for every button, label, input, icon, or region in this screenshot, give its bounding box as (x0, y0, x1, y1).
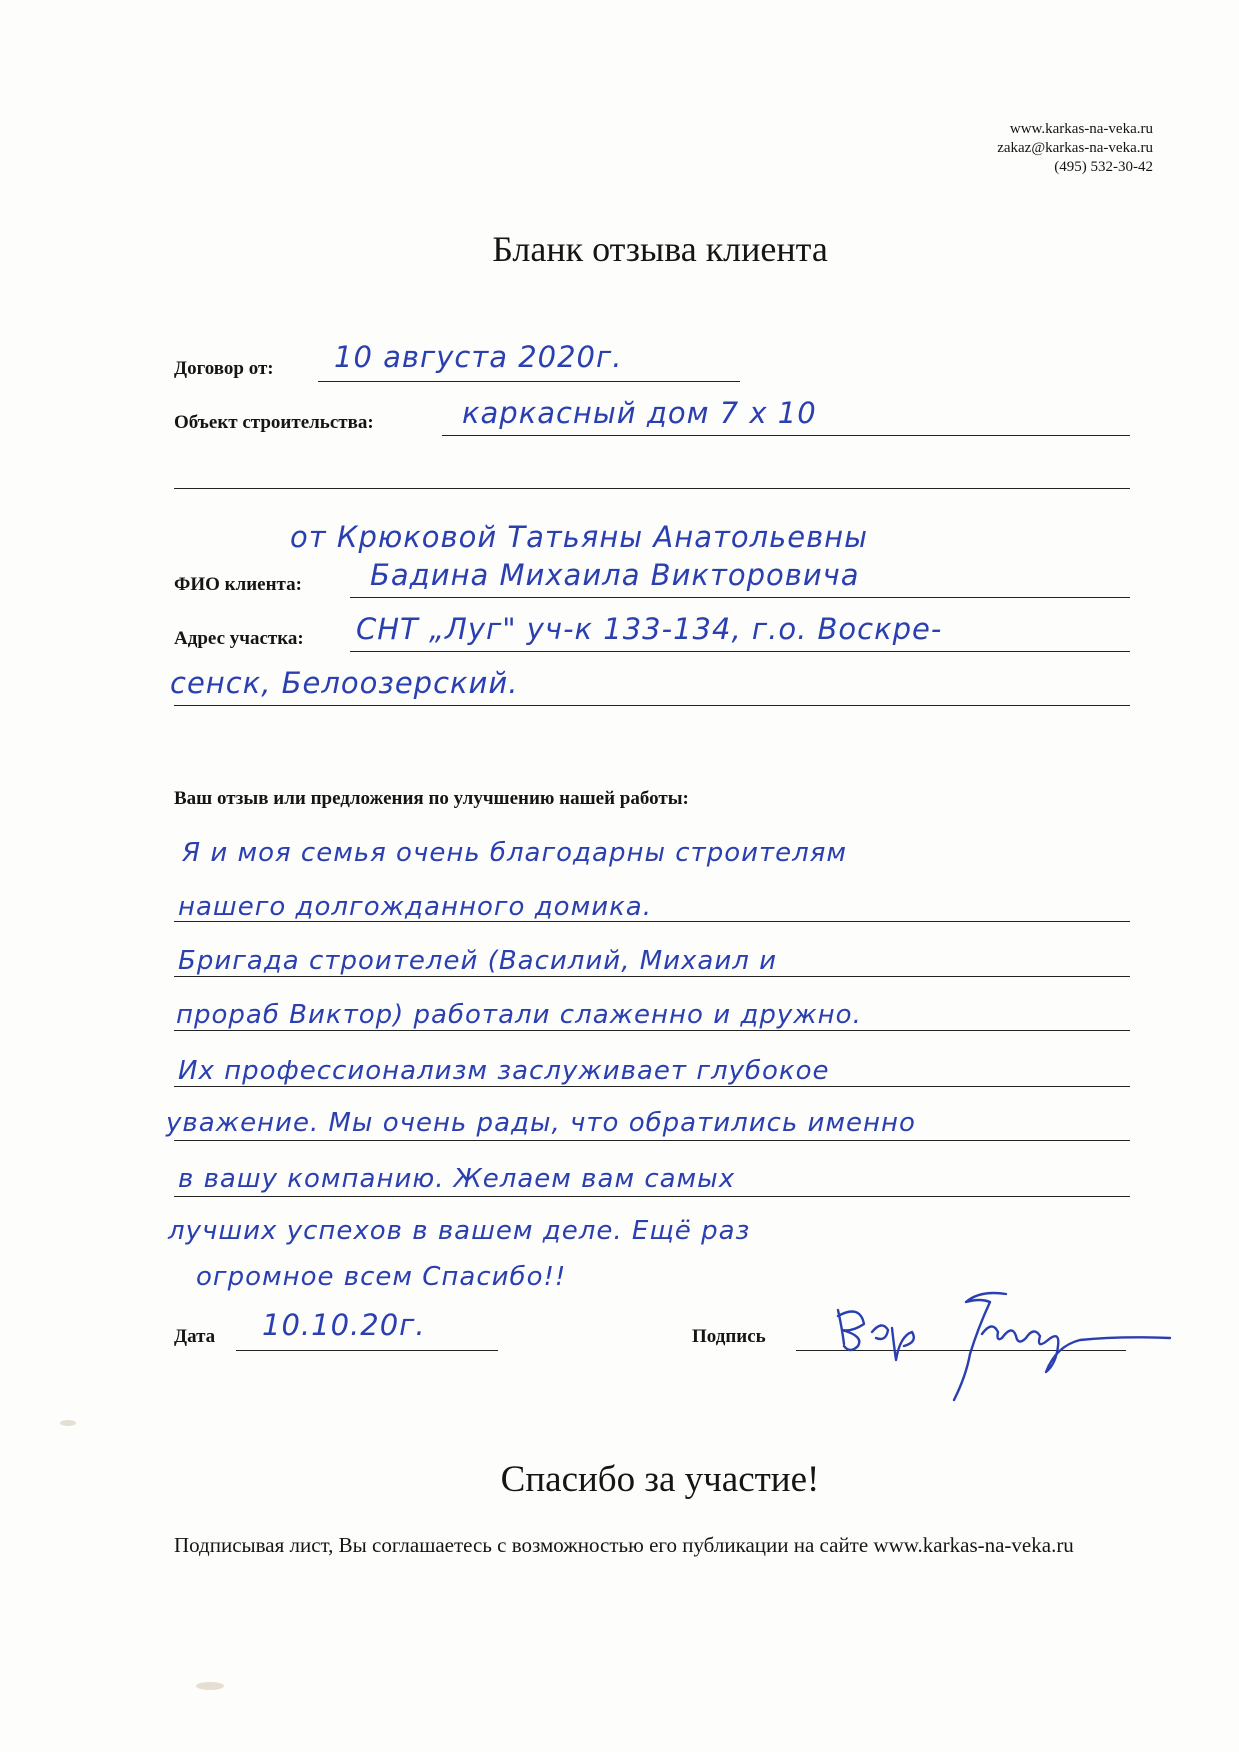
date-line (236, 1350, 498, 1351)
feedback-text-line: Я и моя семья очень благодарны строителям (182, 838, 848, 868)
feedback-text-line: огромное всем Спасибо!! (196, 1262, 567, 1292)
site-url[interactable]: www.karkas-na-veka.ru (1009, 121, 1153, 137)
date-label: Дата (174, 1326, 216, 1347)
contacts-block (997, 120, 1153, 177)
feedback-text-line: уважение. Мы очень рады, что обратились именно (166, 1108, 916, 1138)
contract-label: Договор от: (174, 358, 274, 379)
object-line (442, 435, 1130, 436)
feedback-line-3 (174, 976, 1130, 977)
address-label: Адрес участка: (174, 628, 304, 649)
signature-mark (830, 1280, 1200, 1410)
address-value-line2: сенск, Белоозерский. (170, 666, 519, 700)
consent-note: Подписывая лист, Вы соглашаетесь с возможностью его публикации на сайте www.karkas-na-veka.ru (174, 1533, 1074, 1557)
form-title: Бланк отзыва клиента (492, 229, 828, 269)
feedback-line-7 (174, 1196, 1130, 1197)
feedback-text-line: в вашу компанию. Желаем вам самых (178, 1164, 736, 1194)
paper-speck (196, 1682, 224, 1690)
object-extra-line (174, 488, 1130, 489)
client-value-line2: Бадина Михаила Викторовича (370, 558, 860, 592)
contract-value: 10 августа 2020г. (334, 340, 623, 374)
object-label: Объект строительства: (174, 412, 374, 433)
client-value-line1: от Крюковой Татьяны Анатольевны (290, 520, 869, 554)
thanks-heading: Спасибо за участие! (500, 1459, 820, 1500)
feedback-text-line: лучших успехов в вашем деле. Ещё раз (168, 1216, 751, 1246)
feedback-line-5 (174, 1086, 1130, 1087)
client-label: ФИО клиента: (174, 574, 302, 595)
feedback-text-line: нашего долгожданного домика. (178, 892, 652, 922)
feedback-text-line: Их профессионализм заслуживает глубокое (178, 1056, 830, 1086)
signature-label: Подпись (692, 1326, 766, 1347)
feedback-line-4 (174, 1030, 1130, 1031)
feedback-label: Ваш отзыв или предложения по улучшению нашей работы: (174, 788, 689, 809)
feedback-line-6 (174, 1140, 1130, 1141)
object-value: каркасный дом 7 х 10 (462, 396, 817, 430)
client-line (350, 597, 1130, 598)
address-line-2 (174, 705, 1130, 706)
address-line-1 (350, 651, 1130, 652)
email-address[interactable]: zakaz@karkas-na-veka.ru (997, 140, 1153, 156)
feedback-text-line: Бригада строителей (Василий, Михаил и (178, 946, 778, 976)
phone-number: (495) 532-30-42 (1054, 159, 1153, 175)
contract-line (318, 381, 740, 382)
date-value: 10.10.20г. (262, 1308, 426, 1342)
paper-speck (60, 1420, 76, 1426)
feedback-text-line: прораб Виктор) работали слаженно и дружно. (176, 1000, 862, 1030)
address-value-line1: СНТ „Луг" уч-к 133-134, г.о. Воскре- (356, 612, 943, 646)
